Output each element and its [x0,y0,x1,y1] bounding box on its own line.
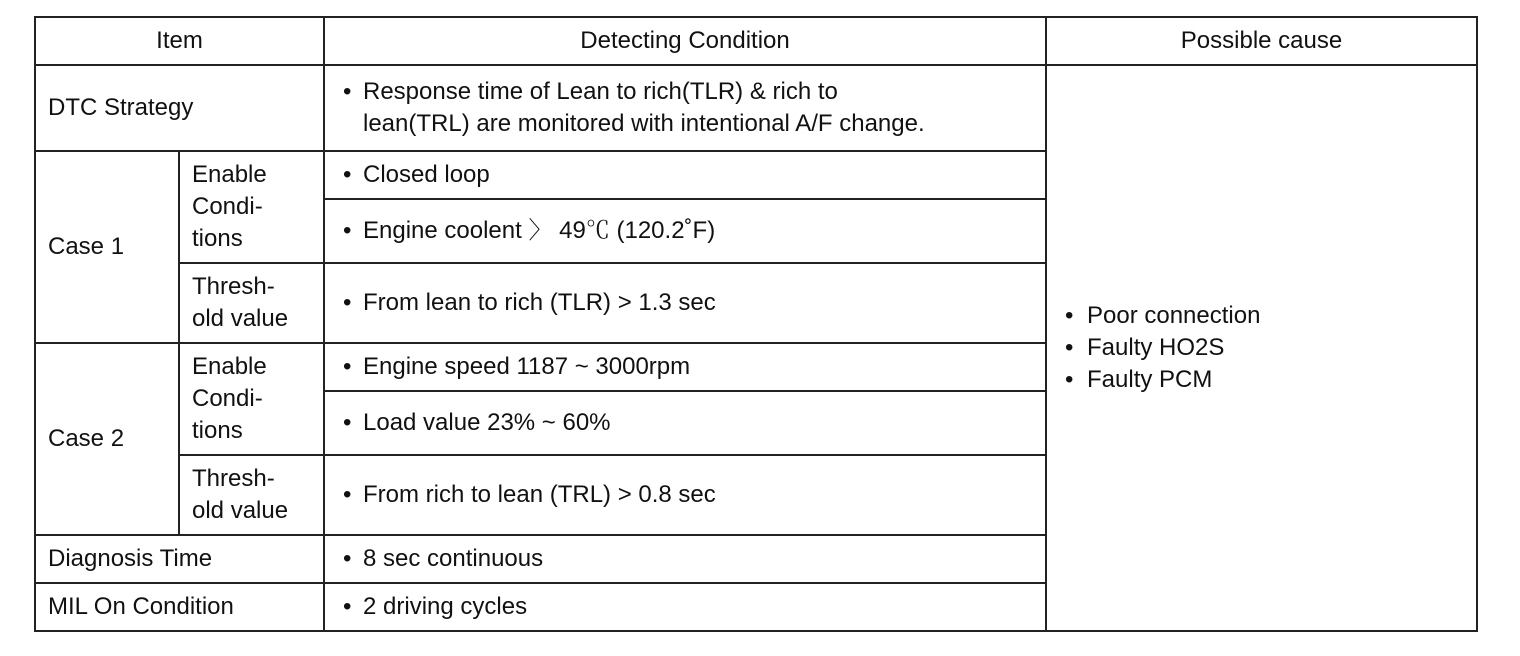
threshold-label-line: old value [192,305,289,332]
header-row [35,17,1477,65]
condition-text: • From rich to lean (TRL) > 0.8 sec [337,479,1033,511]
condition-text: • 2 driving cycles [337,591,1033,623]
enable-label-line: Enable [192,353,267,380]
condition-text: • 8 sec continuous [337,543,1033,575]
enable-label-line: Condi- [192,385,263,412]
case1-threshold-label [179,263,324,343]
condition-text: • Engine coolent 〉 49℃ (120.2˚F) [337,215,1033,247]
condition-text: • Engine speed 1187 ~ 3000rpm [337,351,1033,383]
case1-threshold-value [324,263,1046,343]
enable-label-line: tions [192,225,243,252]
threshold-label-line: Thresh- [192,465,275,492]
possible-cause-item: • Poor connection [1059,300,1464,332]
possible-cause-item: • Faulty PCM [1059,364,1464,396]
case1-enable-cond1 [324,151,1046,199]
possible-cause-list [1059,300,1464,396]
table-row [35,65,1477,151]
header-detecting-condition: Detecting Condition [324,17,1046,65]
threshold-label-line: Thresh- [192,273,275,300]
dtc-strategy-line2: lean(TRL) are monitored with intentional A/F change. [363,110,925,137]
case1-enable-cond2 [324,199,1046,263]
header-item: Item [35,17,324,65]
dtc-strategy-label: DTC Strategy [35,65,324,151]
diagnosis-time-label: Diagnosis Time [35,535,324,583]
mil-on-label: MIL On Condition [35,583,324,631]
dtc-table [34,16,1478,632]
diagnosis-time-condition [324,535,1046,583]
header-possible-cause: Possible cause [1046,17,1477,65]
possible-cause-cell [1046,65,1477,631]
enable-label-line: Enable [192,161,267,188]
dtc-strategy-line1: • Response time of Lean to rich(TLR) & rich to [363,78,838,105]
case2-enable-cond2 [324,391,1046,455]
case1-enable-label [179,151,324,263]
condition-text: • Closed loop [337,159,1033,191]
enable-label-line: Condi- [192,193,263,220]
possible-cause-item: • Faulty HO2S [1059,332,1464,364]
threshold-label-line: old value [192,497,289,524]
case2-enable-label [179,343,324,455]
mil-on-condition [324,583,1046,631]
case2-threshold-label [179,455,324,535]
condition-text: • Load value 23% ~ 60% [337,407,1033,439]
condition-text: • From lean to rich (TLR) > 1.3 sec [337,287,1033,319]
case2-enable-cond1 [324,343,1046,391]
case2-threshold-value [324,455,1046,535]
enable-label-line: tions [192,417,243,444]
case2-label: Case 2 [35,343,179,535]
dtc-strategy-condition [324,65,1046,151]
case1-label: Case 1 [35,151,179,343]
